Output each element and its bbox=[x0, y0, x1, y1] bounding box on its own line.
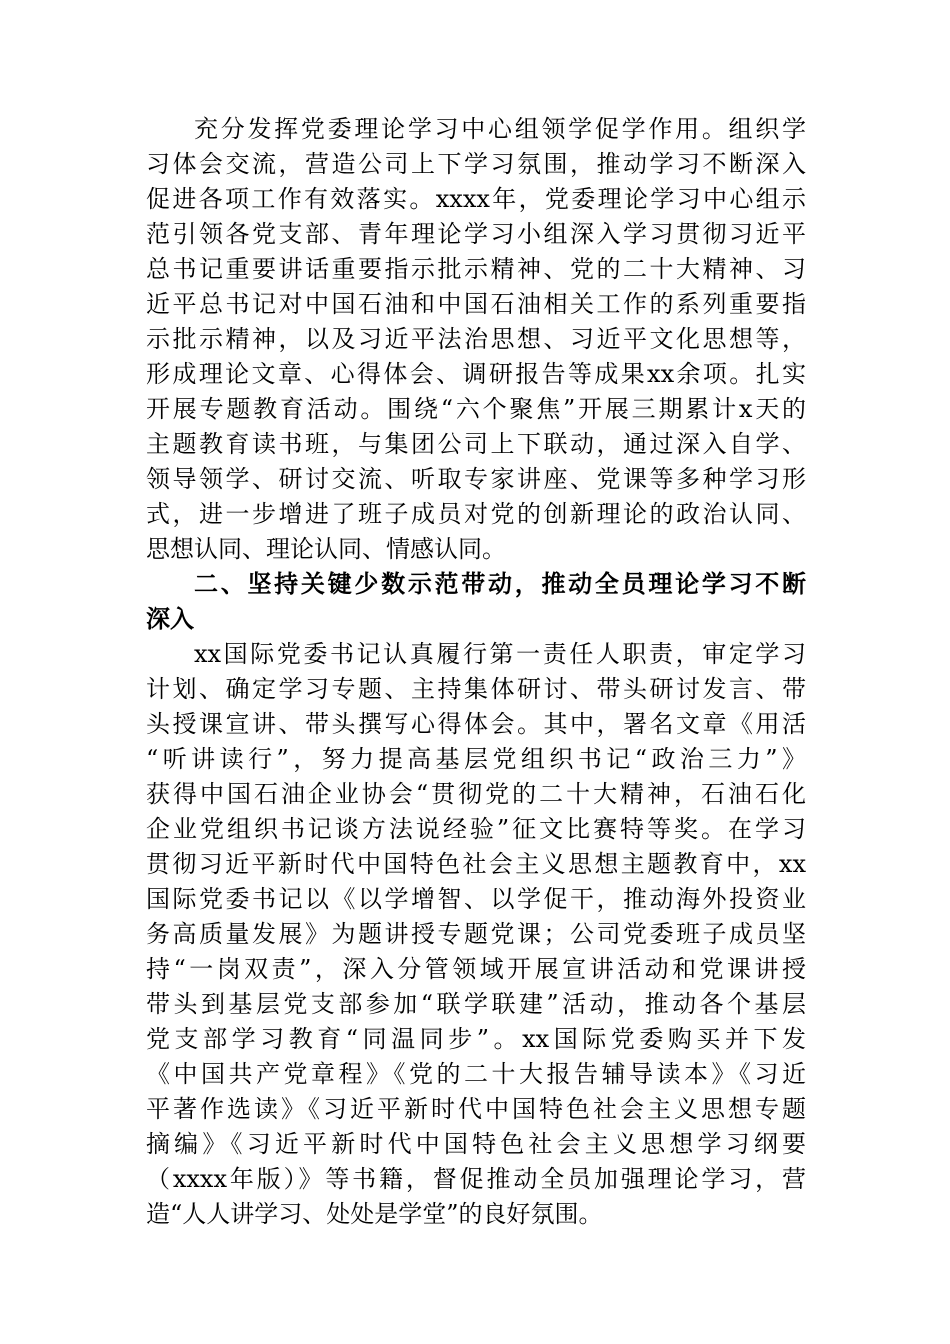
text-line: 促进各项工作有效落实。xxxx年，党委理论学习中心组示 bbox=[146, 185, 806, 213]
heading-line: 二、坚持关键少数示范带动，推动全员理论学习不断 bbox=[194, 570, 806, 598]
text-line: 近平总书记对中国石油和中国石油相关工作的系列重要指 bbox=[146, 290, 806, 318]
paragraph-1 bbox=[146, 112, 806, 567]
text-line: 思想认同、理论认同、情感认同。 bbox=[146, 535, 506, 563]
text-line: 主题教育读书班，与集团公司上下联动，通过深入自学、 bbox=[146, 430, 806, 458]
text-line: 带头到基层党支部参加“联学联建”活动，推动各个基层 bbox=[146, 990, 806, 1018]
text-line: 习体会交流，营造公司上下学习氛围，推动学习不断深入 bbox=[146, 150, 806, 178]
text-line: 计划、确定学习专题、主持集体研讨、带头研讨发言、带 bbox=[146, 675, 806, 703]
heading-line: 深入 bbox=[146, 605, 194, 633]
text-line: 国际党委书记以《以学增智、以学促干，推动海外投资业 bbox=[146, 885, 806, 913]
text-line: （xxxx年版）》等书籍，督促推动全员加强理论学习，营 bbox=[146, 1165, 806, 1193]
text-line: 总书记重要讲话重要指示批示精神、党的二十大精神、习 bbox=[146, 255, 806, 283]
text-line: “听讲读行”，努力提高基层党组织书记“政治三力”》 bbox=[146, 745, 806, 773]
text-line: 企业党组织书记谈方法说经验”征文比赛特等奖。在学习 bbox=[146, 815, 806, 843]
document-page bbox=[146, 112, 806, 1232]
text-line: 式，进一步增进了班子成员对党的创新理论的政治认同、 bbox=[146, 500, 806, 528]
text-line: 平著作选读》《习近平新时代中国特色社会主义思想专题 bbox=[146, 1095, 806, 1123]
text-line: xx国际党委书记认真履行第一责任人职责，审定学习 bbox=[194, 640, 806, 668]
text-line: 获得中国石油企业协会“贯彻党的二十大精神，石油石化 bbox=[146, 780, 806, 808]
text-line: 贯彻习近平新时代中国特色社会主义思想主题教育中，xx bbox=[146, 850, 806, 878]
text-line: 范引领各党支部、青年理论学习小组深入学习贯彻习近平 bbox=[146, 220, 806, 248]
section-heading bbox=[146, 567, 806, 637]
text-line: 示批示精神，以及习近平法治思想、习近平文化思想等， bbox=[146, 325, 806, 353]
text-line: 头授课宣讲、带头撰写心得体会。其中，署名文章《用活 bbox=[146, 710, 806, 738]
text-line: 摘编》《习近平新时代中国特色社会主义思想学习纲要 bbox=[146, 1130, 806, 1158]
paragraph-2 bbox=[146, 637, 806, 1232]
text-line: 党支部学习教育“同温同步”。xx国际党委购买并下发 bbox=[146, 1025, 806, 1053]
text-line: 形成理论文章、心得体会、调研报告等成果xx余项。扎实 bbox=[146, 360, 806, 388]
text-line: 开展专题教育活动。围绕“六个聚焦”开展三期累计x天的 bbox=[146, 395, 806, 423]
text-line: 持“一岗双责”，深入分管领域开展宣讲活动和党课讲授 bbox=[146, 955, 806, 983]
text-line: 《中国共产党章程》《党的二十大报告辅导读本》《习近 bbox=[146, 1060, 806, 1088]
text-line: 领导领学、研讨交流、听取专家讲座、党课等多种学习形 bbox=[146, 465, 806, 493]
text-line: 务高质量发展》为题讲授专题党课；公司党委班子成员坚 bbox=[146, 920, 806, 948]
text-line: 充分发挥党委理论学习中心组领学促学作用。组织学 bbox=[194, 115, 806, 143]
text-line: 造“人人讲学习、处处是学堂”的良好氛围。 bbox=[146, 1200, 603, 1228]
